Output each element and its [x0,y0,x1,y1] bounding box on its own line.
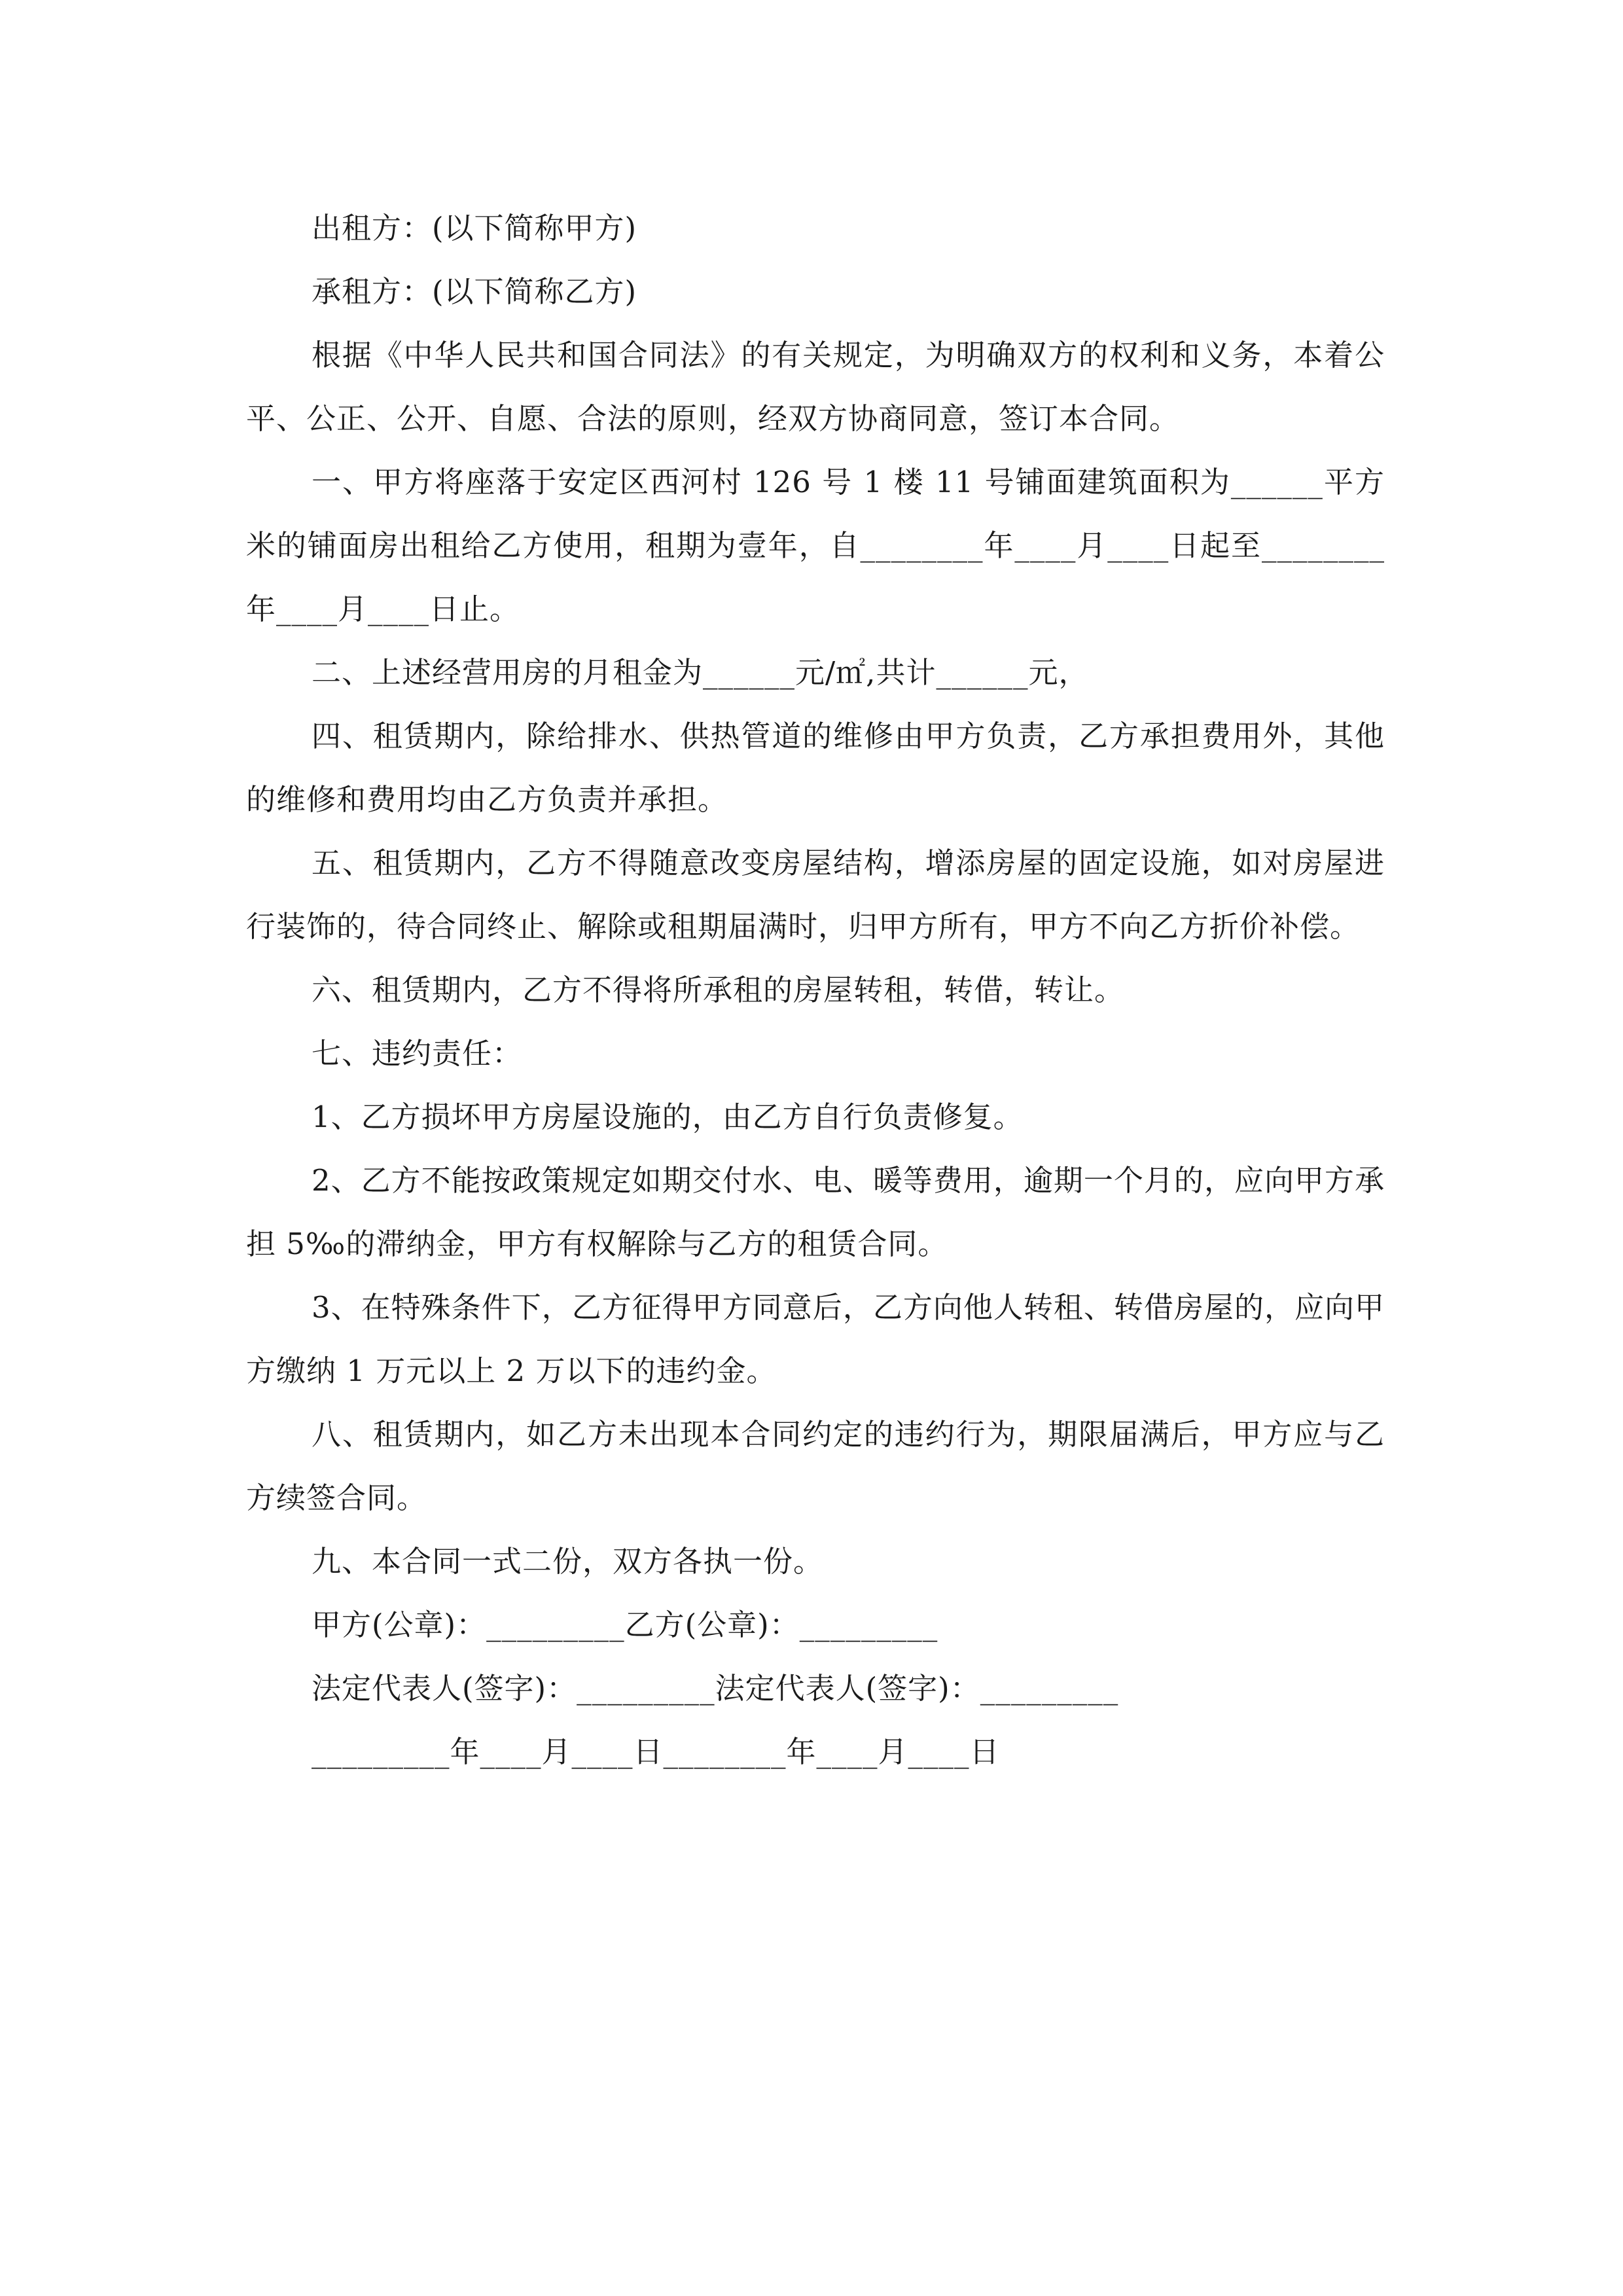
clause-5: 五、租赁期内，乙方不得随意改变房屋结构，增添房屋的固定设施，如对房屋进行装饰的，待合同终止、解除或租期届满时，归甲方所有，甲方不向乙方折价补偿。 [246,846,1385,944]
lessor-line: 出租方：(以下简称甲方) [312,211,637,245]
clause-7-item-2: 2、乙方不能按政策规定如期交付水、电、暖等费用，逾期一个月的，应向甲方承担 5‰的滞纳金，甲方有权解除与乙方的租赁合同。 [246,1163,1385,1261]
clause-8: 八、租赁期内，如乙方未出现本合同约定的违约行为，期限届满后，甲方应与乙方续签合同。 [246,1417,1385,1515]
preamble-paragraph: 根据《中华人民共和国合同法》的有关规定，为明确双方的权利和义务，本着公平、公正、公开、自愿、合法的原则，经双方协商同意，签订本合同。 [246,338,1385,436]
clause-1: 一、甲方将座落于安定区西河村 126 号 1 楼 11 号铺面建筑面积为______平方米的铺面房出租给乙方使用，租期为壹年，自________年____月____日起至________年____月____日止。 [246,465,1385,626]
clause-7-item-3: 3、在特殊条件下，乙方征得甲方同意后，乙方向他人转租、转借房屋的，应向甲方缴纳 1 万元以上 2 万以下的违约金。 [246,1290,1385,1388]
clause-9: 九、本合同一式二份，双方各执一份。 [312,1544,824,1579]
signature-date-line: _________年____月____日________年____月____日 [312,1734,1000,1769]
clause-4: 四、租赁期内，除给排水、供热管道的维修由甲方负责，乙方承担费用外，其他的维修和费用均由乙方负责并承担。 [246,719,1385,817]
lessee-line: 承租方：(以下简称乙方) [312,274,637,309]
clause-7-title: 七、违约责任： [312,1036,523,1071]
signature-representative-line: 法定代表人(签字)：_________法定代表人(签字)：_________ [312,1671,1119,1706]
clause-6: 六、租赁期内，乙方不得将所承租的房屋转租，转借，转让。 [312,973,1125,1007]
contract-body [246,196,1385,1784]
clause-2: 二、上述经营用房的月租金为______元/㎡,共计______元， [312,655,1089,690]
signature-seal-line: 甲方(公章)：_________乙方(公章)：_________ [312,1607,938,1642]
clause-7-item-1: 1、乙方损坏甲方房屋设施的，由乙方自行负责修复。 [312,1100,1024,1134]
